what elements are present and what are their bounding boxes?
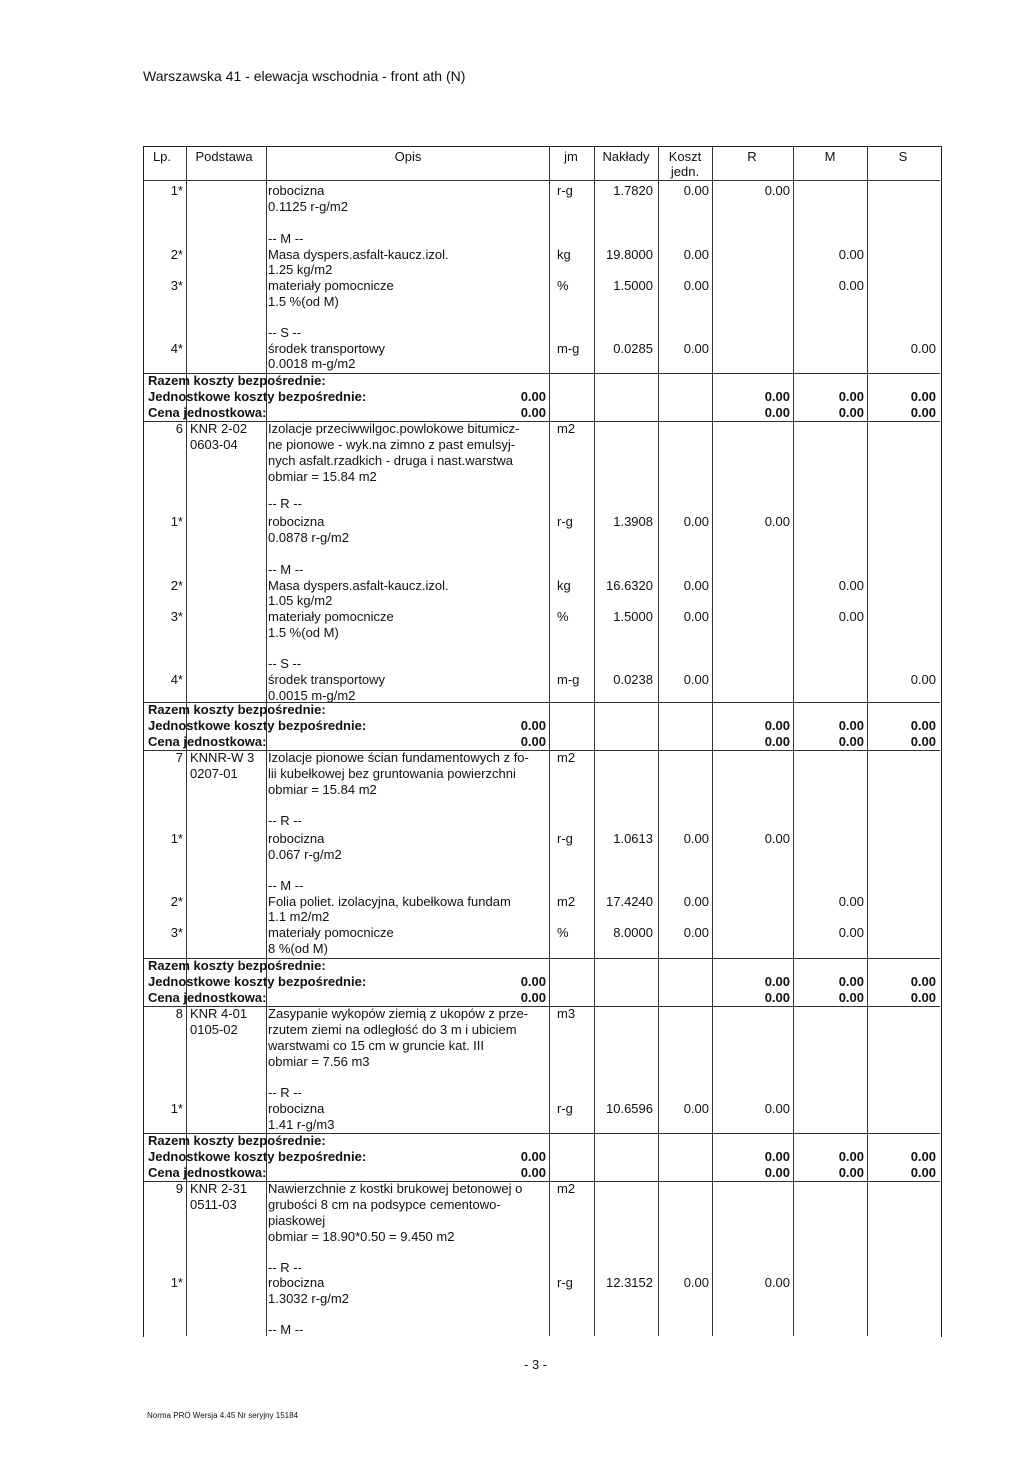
row-opis: -- R -- (268, 1260, 302, 1275)
col-header-naklady: Nakłady (602, 149, 650, 164)
row-opis: 1.5 %(od M) (268, 294, 339, 309)
row-r: 0.00 (764, 183, 790, 198)
row-jm: m2 (557, 750, 576, 765)
row-opis: obmiar = 18.90*0.50 = 9.450 m2 (268, 1229, 455, 1244)
row-m: 0.00 (838, 247, 864, 262)
col-header-koszt: Koszt (668, 149, 702, 164)
row-naklady: 12.3152 (606, 1275, 653, 1290)
row-s: 0.00 (910, 341, 936, 356)
column-divider (793, 146, 794, 1336)
row-opis: warstwami co 15 cm w gruncie kat. III (268, 1038, 485, 1053)
row-opis: robocizna (268, 1101, 325, 1116)
row-jm: r-g (557, 1101, 573, 1116)
col-header-lp: Lp. (152, 149, 172, 164)
summary-cena-label: Cena jednostkowa: (148, 1165, 267, 1180)
row-opis: 1.3032 r-g/m2 (268, 1291, 349, 1306)
row-opis: piaskowej (268, 1213, 326, 1228)
summary-m-value: 0.00 (838, 718, 864, 733)
row-koszt: 0.00 (683, 831, 709, 846)
page-number: - 3 - (524, 1357, 548, 1372)
row-opis: obmiar = 15.84 m2 (268, 782, 377, 797)
row-koszt: 0.00 (683, 894, 709, 909)
row-koszt: 0.00 (683, 247, 709, 262)
row-divider (143, 180, 940, 181)
col-header-podstawa: Podstawa (195, 149, 253, 164)
row-jm: % (557, 278, 569, 293)
summary-m-value: 0.00 (838, 1149, 864, 1164)
row-naklady: 1.7820 (613, 183, 653, 198)
col-header-jm: jm (564, 149, 578, 164)
row-opis: -- S -- (268, 656, 302, 671)
row-jm: m-g (557, 672, 580, 687)
row-koszt: 0.00 (683, 514, 709, 529)
summary-razem-label: Razem koszty bezpośrednie: (148, 373, 326, 388)
row-opis: -- R -- (268, 813, 302, 828)
row-divider (143, 421, 940, 422)
summary-s-value: 0.00 (910, 389, 936, 404)
row-lp: 8 (175, 1006, 183, 1021)
row-r: 0.00 (764, 831, 790, 846)
row-naklady: 1.3908 (613, 514, 653, 529)
row-lp: 3* (170, 609, 183, 624)
row-naklady: 0.0238 (613, 672, 653, 687)
row-r: 0.00 (764, 1101, 790, 1116)
row-lp: 1* (170, 831, 183, 846)
row-koszt: 0.00 (683, 278, 709, 293)
summary-r-value: 0.00 (764, 389, 790, 404)
row-opis: Nawierzchnie z kostki brukowej betonowej o (268, 1181, 523, 1196)
summary-total-value: 0.00 (520, 974, 546, 989)
row-opis: grubości 8 cm na podsypce cementowo- (268, 1197, 501, 1212)
row-podstawa: 0207-01 (190, 766, 238, 781)
row-naklady: 1.5000 (613, 609, 653, 624)
col-header-m: M (824, 149, 836, 164)
row-naklady: 19.8000 (606, 247, 653, 262)
summary-cena-label: Cena jednostkowa: (148, 734, 267, 749)
row-opis: 8 %(od M) (268, 941, 328, 956)
row-opis: Masa dyspers.asfalt-kaucz.izol. (268, 247, 449, 262)
row-lp: 4* (170, 672, 183, 687)
row-divider (143, 1006, 940, 1007)
col-header-s: S (898, 149, 908, 164)
row-koszt: 0.00 (683, 609, 709, 624)
summary-razem-label: Razem koszty bezpośrednie: (148, 1133, 326, 1148)
row-divider (143, 1181, 940, 1182)
row-naklady: 10.6596 (606, 1101, 653, 1116)
row-opis: obmiar = 7.56 m3 (268, 1054, 370, 1069)
row-opis: środek transportowy (268, 341, 386, 356)
summary-cena-r: 0.00 (764, 990, 790, 1005)
row-m: 0.00 (838, 278, 864, 293)
row-jm: m-g (557, 341, 580, 356)
row-opis: 0.0878 r-g/m2 (268, 530, 349, 545)
summary-jednostkowe-label: Jednostkowe koszty bezpośrednie: (148, 389, 367, 404)
col-header-opis: Opis (394, 149, 422, 164)
row-jm: m2 (557, 421, 576, 436)
row-koszt: 0.00 (683, 672, 709, 687)
summary-cena-total: 0.00 (520, 990, 546, 1005)
summary-jednostkowe-label: Jednostkowe koszty bezpośrednie: (148, 974, 367, 989)
row-opis: nych asfalt.rzadkich - druga i nast.warstwa (268, 453, 513, 468)
row-lp: 2* (170, 578, 183, 593)
row-naklady: 17.4240 (606, 894, 653, 909)
row-podstawa: 0511-03 (190, 1197, 237, 1212)
row-opis: 1.41 r-g/m3 (268, 1117, 335, 1132)
row-opis: Izolacje pionowe ścian fundamentowych z fo- (268, 750, 529, 765)
row-lp: 7 (175, 750, 183, 765)
row-opis: -- S -- (268, 325, 302, 340)
row-lp: 2* (170, 247, 183, 262)
row-opis: materiały pomocnicze (268, 278, 394, 293)
row-opis: ne pionowe - wyk.na zimno z past emulsyj- (268, 437, 516, 452)
row-opis: rzutem ziemi na odległość do 3 m i ubiciem (268, 1022, 517, 1037)
column-divider (712, 146, 713, 1336)
row-jm: r-g (557, 183, 573, 198)
summary-razem-label: Razem koszty bezpośrednie: (148, 958, 326, 973)
row-opis: robocizna (268, 1275, 325, 1290)
row-m: 0.00 (838, 894, 864, 909)
row-lp: 3* (170, 925, 183, 940)
column-divider (549, 146, 550, 1336)
page-title: Warszawska 41 - elewacja wschodnia - front ath (N) (143, 68, 466, 84)
row-jm: r-g (557, 514, 573, 529)
summary-cena-m: 0.00 (838, 734, 864, 749)
row-opis: środek transportowy (268, 672, 386, 687)
row-opis: robocizna (268, 514, 325, 529)
row-koszt: 0.00 (683, 578, 709, 593)
summary-cena-total: 0.00 (520, 1165, 546, 1180)
row-lp: 9 (175, 1181, 183, 1196)
row-opis: 1.5 %(od M) (268, 625, 339, 640)
row-jm: r-g (557, 831, 573, 846)
row-opis: -- M -- (268, 1322, 304, 1337)
row-lp: 2* (170, 894, 183, 909)
row-r: 0.00 (764, 1275, 790, 1290)
row-jm: m3 (557, 1006, 576, 1021)
row-opis: Zasypanie wykopów ziemią z ukopów z prze- (268, 1006, 529, 1021)
row-opis: materiały pomocnicze (268, 925, 394, 940)
summary-razem-label: Razem koszty bezpośrednie: (148, 702, 326, 717)
row-lp: 3* (170, 278, 183, 293)
summary-cena-label: Cena jednostkowa: (148, 990, 267, 1005)
row-koszt: 0.00 (683, 1101, 709, 1116)
row-opis: Folia poliet. izolacyjna, kubełkowa fundam (268, 894, 511, 909)
row-koszt: 0.00 (683, 1275, 709, 1290)
summary-cena-m: 0.00 (838, 405, 864, 420)
row-naklady: 1.5000 (613, 278, 653, 293)
row-m: 0.00 (838, 578, 864, 593)
row-opis: 0.1125 r-g/m2 (268, 199, 348, 214)
summary-r-value: 0.00 (764, 1149, 790, 1164)
summary-cena-s: 0.00 (910, 1165, 936, 1180)
row-podstawa: 0603-04 (190, 437, 238, 452)
row-opis: obmiar = 15.84 m2 (268, 469, 377, 484)
row-naklady: 0.0285 (613, 341, 653, 356)
row-opis: 0.067 r-g/m2 (268, 847, 342, 862)
summary-cena-m: 0.00 (838, 990, 864, 1005)
row-jm: kg (557, 247, 571, 262)
summary-m-value: 0.00 (838, 974, 864, 989)
row-r: 0.00 (764, 514, 790, 529)
summary-cena-s: 0.00 (910, 990, 936, 1005)
summary-cena-r: 0.00 (764, 1165, 790, 1180)
row-opis: -- M -- (268, 878, 304, 893)
row-lp: 1* (170, 1101, 183, 1116)
summary-total-value: 0.00 (520, 718, 546, 733)
summary-total-value: 0.00 (520, 1149, 546, 1164)
row-opis: robocizna (268, 183, 325, 198)
summary-s-value: 0.00 (910, 974, 936, 989)
row-opis: 1.05 kg/m2 (268, 593, 333, 608)
row-opis: lii kubełkowej bez gruntowania powierzchni (268, 766, 516, 781)
column-divider (867, 146, 868, 1336)
row-koszt: 0.00 (683, 183, 709, 198)
row-podstawa: KNR 4-01 (190, 1006, 248, 1021)
column-divider (658, 146, 659, 1336)
row-podstawa: KNR 2-02 (190, 421, 248, 436)
row-opis: 1.1 m2/m2 (268, 909, 330, 924)
row-lp: 1* (170, 183, 183, 198)
summary-cena-label: Cena jednostkowa: (148, 405, 267, 420)
summary-s-value: 0.00 (910, 718, 936, 733)
row-jm: r-g (557, 1275, 573, 1290)
summary-jednostkowe-label: Jednostkowe koszty bezpośrednie: (148, 718, 367, 733)
row-opis: 0.0018 m-g/m2 (268, 356, 356, 371)
row-jm: % (557, 609, 569, 624)
row-koszt: 0.00 (683, 925, 709, 940)
summary-cena-m: 0.00 (838, 1165, 864, 1180)
row-naklady: 8.0000 (613, 925, 653, 940)
row-naklady: 1.0613 (613, 831, 653, 846)
row-jm: m2 (557, 894, 576, 909)
row-lp: 1* (170, 1275, 183, 1290)
summary-jednostkowe-label: Jednostkowe koszty bezpośrednie: (148, 1149, 367, 1164)
software-footer: Norma PRO Wersja 4.45 Nr seryjny 15184 (147, 1411, 299, 1420)
row-m: 0.00 (838, 609, 864, 624)
summary-cena-total: 0.00 (520, 405, 546, 420)
row-opis: -- M -- (268, 562, 304, 577)
row-koszt: 0.00 (683, 341, 709, 356)
row-jm: % (557, 925, 569, 940)
row-s: 0.00 (910, 672, 936, 687)
row-opis: Masa dyspers.asfalt-kaucz.izol. (268, 578, 449, 593)
summary-cena-r: 0.00 (764, 734, 790, 749)
summary-cena-r: 0.00 (764, 405, 790, 420)
row-opis: -- R -- (268, 1085, 302, 1100)
row-opis: -- R -- (268, 496, 302, 511)
row-opis: Izolacje przeciwwilgoc.powlokowe bitumicz- (268, 421, 520, 436)
row-jm: m2 (557, 1181, 576, 1196)
col-header-koszt-jedn: jedn. (670, 164, 700, 179)
row-lp: 4* (170, 341, 183, 356)
summary-m-value: 0.00 (838, 389, 864, 404)
row-naklady: 16.6320 (606, 578, 653, 593)
row-opis: robocizna (268, 831, 325, 846)
row-lp: 6 (175, 421, 183, 436)
row-opis: 1.25 kg/m2 (268, 262, 333, 277)
row-opis: -- M -- (268, 231, 304, 246)
summary-r-value: 0.00 (764, 974, 790, 989)
row-divider (143, 750, 940, 751)
row-podstawa: KNNR-W 3 (190, 750, 255, 765)
row-podstawa: 0105-02 (190, 1022, 238, 1037)
row-podstawa: KNR 2-31 (190, 1181, 248, 1196)
column-divider (594, 146, 595, 1336)
row-m: 0.00 (838, 925, 864, 940)
summary-cena-total: 0.00 (520, 734, 546, 749)
summary-cena-s: 0.00 (910, 405, 936, 420)
row-jm: kg (557, 578, 571, 593)
summary-total-value: 0.00 (520, 389, 546, 404)
row-opis: 0.0015 m-g/m2 (268, 688, 356, 703)
row-opis: materiały pomocnicze (268, 609, 394, 624)
summary-s-value: 0.00 (910, 1149, 936, 1164)
row-lp: 1* (170, 514, 183, 529)
summary-cena-s: 0.00 (910, 734, 936, 749)
summary-r-value: 0.00 (764, 718, 790, 733)
col-header-r: R (747, 149, 757, 164)
